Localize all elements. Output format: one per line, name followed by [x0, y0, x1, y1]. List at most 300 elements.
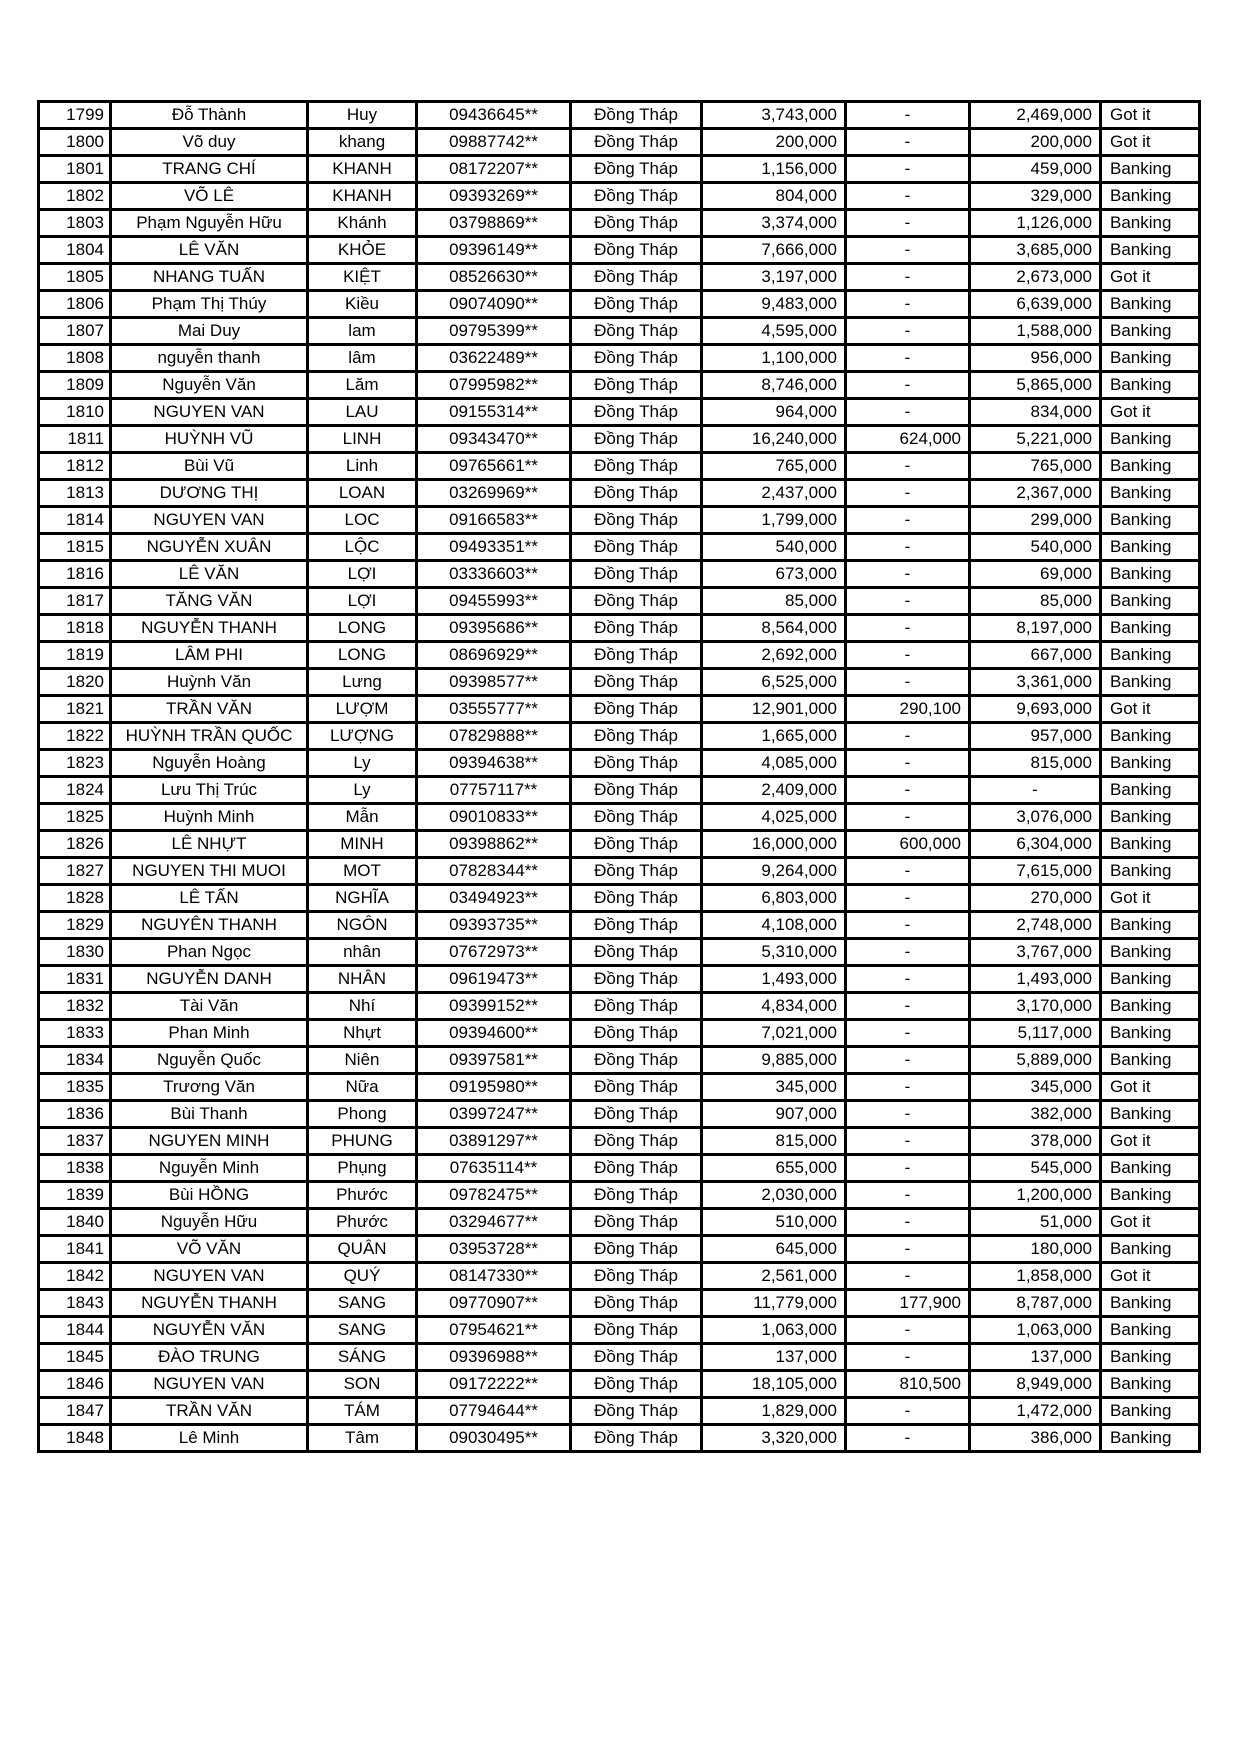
- cell-last-name: Phan Ngọc: [111, 939, 308, 966]
- cell-amount3: 2,367,000: [970, 480, 1101, 507]
- cell-amount1: 9,483,000: [702, 291, 846, 318]
- cell-first-name: Nhí: [308, 993, 417, 1020]
- cell-first-name: LONG: [308, 642, 417, 669]
- cell-first-name: KHỎE: [308, 237, 417, 264]
- cell-first-name: KIỆT: [308, 264, 417, 291]
- cell-last-name: nguyễn thanh: [111, 345, 308, 372]
- cell-status: Banking: [1101, 210, 1200, 237]
- cell-amount1: 765,000: [702, 453, 846, 480]
- cell-last-name: Phạm Thị Thúy: [111, 291, 308, 318]
- cell-amount3: 8,949,000: [970, 1371, 1101, 1398]
- table-row: [39, 1155, 1200, 1182]
- table-row: [39, 372, 1200, 399]
- cell-phone: 07757117**: [417, 777, 571, 804]
- cell-status: Banking: [1101, 453, 1200, 480]
- cell-phone: 09765661**: [417, 453, 571, 480]
- cell-id: 1816: [39, 561, 111, 588]
- table-row: [39, 129, 1200, 156]
- cell-amount1: 4,108,000: [702, 912, 846, 939]
- cell-province: Đồng Tháp: [571, 561, 702, 588]
- cell-status: Banking: [1101, 939, 1200, 966]
- cell-phone: 09619473**: [417, 966, 571, 993]
- cell-status: Got it: [1101, 399, 1200, 426]
- cell-phone: 09396988**: [417, 1344, 571, 1371]
- cell-first-name: QUÝ: [308, 1263, 417, 1290]
- cell-amount2: -: [846, 372, 970, 399]
- cell-id: 1841: [39, 1236, 111, 1263]
- cell-amount2: 600,000: [846, 831, 970, 858]
- cell-status: Banking: [1101, 1047, 1200, 1074]
- cell-last-name: NGUYEN MINH: [111, 1128, 308, 1155]
- cell-id: 1813: [39, 480, 111, 507]
- cell-first-name: TÁM: [308, 1398, 417, 1425]
- cell-amount2: 624,000: [846, 426, 970, 453]
- cell-amount1: 1,100,000: [702, 345, 846, 372]
- cell-amount1: 18,105,000: [702, 1371, 846, 1398]
- table-row: [39, 1290, 1200, 1317]
- cell-last-name: NGUYỄN THANH: [111, 615, 308, 642]
- cell-last-name: Huỳnh Minh: [111, 804, 308, 831]
- cell-amount1: 1,063,000: [702, 1317, 846, 1344]
- cell-province: Đồng Tháp: [571, 1317, 702, 1344]
- cell-id: 1806: [39, 291, 111, 318]
- cell-first-name: MOT: [308, 858, 417, 885]
- cell-phone: 08526630**: [417, 264, 571, 291]
- cell-phone: 09493351**: [417, 534, 571, 561]
- cell-amount3: 2,673,000: [970, 264, 1101, 291]
- cell-province: Đồng Tháp: [571, 1425, 702, 1452]
- cell-amount2: -: [846, 345, 970, 372]
- cell-amount3: 667,000: [970, 642, 1101, 669]
- cell-amount1: 1,829,000: [702, 1398, 846, 1425]
- cell-amount3: 8,197,000: [970, 615, 1101, 642]
- cell-amount3: 834,000: [970, 399, 1101, 426]
- table-row: [39, 318, 1200, 345]
- cell-id: 1807: [39, 318, 111, 345]
- cell-last-name: Mai Duy: [111, 318, 308, 345]
- cell-last-name: Lưu Thị Trúc: [111, 777, 308, 804]
- cell-amount3: 382,000: [970, 1101, 1101, 1128]
- cell-id: 1805: [39, 264, 111, 291]
- cell-amount2: 177,900: [846, 1290, 970, 1317]
- cell-phone: 09010833**: [417, 804, 571, 831]
- cell-first-name: LOC: [308, 507, 417, 534]
- cell-province: Đồng Tháp: [571, 399, 702, 426]
- cell-first-name: LƯỢM: [308, 696, 417, 723]
- cell-amount3: 3,767,000: [970, 939, 1101, 966]
- cell-amount3: 299,000: [970, 507, 1101, 534]
- cell-amount3: 5,889,000: [970, 1047, 1101, 1074]
- cell-last-name: LÂM PHI: [111, 642, 308, 669]
- cell-id: 1829: [39, 912, 111, 939]
- cell-id: 1842: [39, 1263, 111, 1290]
- table-row: [39, 723, 1200, 750]
- cell-amount3: 69,000: [970, 561, 1101, 588]
- cell-amount2: -: [846, 777, 970, 804]
- cell-status: Banking: [1101, 561, 1200, 588]
- cell-status: Banking: [1101, 237, 1200, 264]
- cell-first-name: Phong: [308, 1101, 417, 1128]
- cell-province: Đồng Tháp: [571, 615, 702, 642]
- cell-last-name: TĂNG VĂN: [111, 588, 308, 615]
- cell-amount3: 6,639,000: [970, 291, 1101, 318]
- cell-province: Đồng Tháp: [571, 885, 702, 912]
- cell-amount2: -: [846, 1047, 970, 1074]
- cell-first-name: Phước: [308, 1182, 417, 1209]
- cell-id: 1823: [39, 750, 111, 777]
- cell-last-name: TRẦN VĂN: [111, 1398, 308, 1425]
- table-row: [39, 183, 1200, 210]
- cell-amount3: 3,076,000: [970, 804, 1101, 831]
- cell-first-name: Linh: [308, 453, 417, 480]
- cell-amount1: 1,156,000: [702, 156, 846, 183]
- cell-amount2: -: [846, 156, 970, 183]
- cell-amount1: 85,000: [702, 588, 846, 615]
- cell-first-name: KHANH: [308, 156, 417, 183]
- cell-amount3: 7,615,000: [970, 858, 1101, 885]
- cell-first-name: Nhựt: [308, 1020, 417, 1047]
- table-row: [39, 426, 1200, 453]
- cell-id: 1836: [39, 1101, 111, 1128]
- cell-amount3: 51,000: [970, 1209, 1101, 1236]
- table-row: [39, 237, 1200, 264]
- cell-status: Banking: [1101, 966, 1200, 993]
- cell-first-name: Lăm: [308, 372, 417, 399]
- table-row: [39, 939, 1200, 966]
- cell-status: Banking: [1101, 480, 1200, 507]
- cell-last-name: Lê Minh: [111, 1425, 308, 1452]
- table-row: [39, 534, 1200, 561]
- cell-last-name: Phan Minh: [111, 1020, 308, 1047]
- table-row: [39, 750, 1200, 777]
- cell-phone: 09395686**: [417, 615, 571, 642]
- cell-first-name: LOAN: [308, 480, 417, 507]
- cell-id: 1840: [39, 1209, 111, 1236]
- cell-phone: 03622489**: [417, 345, 571, 372]
- cell-province: Đồng Tháp: [571, 939, 702, 966]
- cell-amount1: 673,000: [702, 561, 846, 588]
- cell-amount3: 956,000: [970, 345, 1101, 372]
- cell-phone: 07672973**: [417, 939, 571, 966]
- cell-amount2: -: [846, 1425, 970, 1452]
- cell-id: 1831: [39, 966, 111, 993]
- cell-amount3: 378,000: [970, 1128, 1101, 1155]
- cell-status: Banking: [1101, 831, 1200, 858]
- cell-amount1: 2,692,000: [702, 642, 846, 669]
- cell-last-name: LÊ NHỰT: [111, 831, 308, 858]
- cell-first-name: Khánh: [308, 210, 417, 237]
- cell-phone: 09155314**: [417, 399, 571, 426]
- table-row: [39, 1074, 1200, 1101]
- cell-phone: 03294677**: [417, 1209, 571, 1236]
- cell-province: Đồng Tháp: [571, 966, 702, 993]
- cell-phone: 07829888**: [417, 723, 571, 750]
- cell-phone: 09393735**: [417, 912, 571, 939]
- table-row: [39, 831, 1200, 858]
- cell-first-name: Ly: [308, 777, 417, 804]
- cell-status: Banking: [1101, 804, 1200, 831]
- cell-last-name: Nguyễn Văn: [111, 372, 308, 399]
- cell-amount1: 3,197,000: [702, 264, 846, 291]
- cell-first-name: lam: [308, 318, 417, 345]
- cell-first-name: LỘC: [308, 534, 417, 561]
- cell-amount1: 4,595,000: [702, 318, 846, 345]
- cell-province: Đồng Tháp: [571, 1128, 702, 1155]
- cell-first-name: QUÂN: [308, 1236, 417, 1263]
- cell-amount2: -: [846, 993, 970, 1020]
- table-row: [39, 264, 1200, 291]
- table-row: [39, 642, 1200, 669]
- cell-amount2: -: [846, 1101, 970, 1128]
- cell-id: 1844: [39, 1317, 111, 1344]
- cell-amount3: -: [970, 777, 1101, 804]
- cell-amount1: 964,000: [702, 399, 846, 426]
- cell-province: Đồng Tháp: [571, 507, 702, 534]
- cell-amount2: -: [846, 102, 970, 129]
- cell-amount1: 7,021,000: [702, 1020, 846, 1047]
- cell-amount3: 2,469,000: [970, 102, 1101, 129]
- cell-province: Đồng Tháp: [571, 1209, 702, 1236]
- cell-first-name: SON: [308, 1371, 417, 1398]
- cell-status: Banking: [1101, 1182, 1200, 1209]
- cell-phone: 09397581**: [417, 1047, 571, 1074]
- table-row: [39, 102, 1200, 129]
- cell-last-name: VÕ VĂN: [111, 1236, 308, 1263]
- cell-last-name: NGUYEN VAN: [111, 507, 308, 534]
- table-row: [39, 156, 1200, 183]
- cell-status: Banking: [1101, 777, 1200, 804]
- cell-amount1: 200,000: [702, 129, 846, 156]
- cell-amount2: -: [846, 1020, 970, 1047]
- cell-amount2: -: [846, 1182, 970, 1209]
- cell-province: Đồng Tháp: [571, 102, 702, 129]
- cell-status: Banking: [1101, 669, 1200, 696]
- table-row: [39, 291, 1200, 318]
- cell-amount2: -: [846, 885, 970, 912]
- cell-amount1: 1,665,000: [702, 723, 846, 750]
- cell-phone: 09399152**: [417, 993, 571, 1020]
- cell-id: 1835: [39, 1074, 111, 1101]
- cell-status: Got it: [1101, 885, 1200, 912]
- cell-first-name: SANG: [308, 1317, 417, 1344]
- cell-amount1: 137,000: [702, 1344, 846, 1371]
- cell-status: Got it: [1101, 102, 1200, 129]
- cell-last-name: LÊ VĂN: [111, 237, 308, 264]
- cell-last-name: Huỳnh Văn: [111, 669, 308, 696]
- cell-amount2: -: [846, 183, 970, 210]
- cell-amount1: 345,000: [702, 1074, 846, 1101]
- cell-id: 1838: [39, 1155, 111, 1182]
- cell-first-name: Phụng: [308, 1155, 417, 1182]
- table-row: [39, 1236, 1200, 1263]
- cell-amount1: 540,000: [702, 534, 846, 561]
- cell-status: Banking: [1101, 1155, 1200, 1182]
- cell-amount3: 5,221,000: [970, 426, 1101, 453]
- cell-amount3: 1,588,000: [970, 318, 1101, 345]
- cell-province: Đồng Tháp: [571, 669, 702, 696]
- cell-amount2: -: [846, 804, 970, 831]
- cell-status: Banking: [1101, 1344, 1200, 1371]
- cell-province: Đồng Tháp: [571, 1236, 702, 1263]
- table-row: [39, 1263, 1200, 1290]
- cell-amount1: 804,000: [702, 183, 846, 210]
- cell-amount2: -: [846, 237, 970, 264]
- cell-status: Banking: [1101, 642, 1200, 669]
- cell-province: Đồng Tháp: [571, 1074, 702, 1101]
- cell-amount3: 765,000: [970, 453, 1101, 480]
- cell-status: Banking: [1101, 156, 1200, 183]
- cell-province: Đồng Tháp: [571, 480, 702, 507]
- cell-phone: 03997247**: [417, 1101, 571, 1128]
- cell-phone: 03269969**: [417, 480, 571, 507]
- cell-phone: 07954621**: [417, 1317, 571, 1344]
- cell-status: Got it: [1101, 1128, 1200, 1155]
- cell-amount3: 5,865,000: [970, 372, 1101, 399]
- cell-first-name: MINH: [308, 831, 417, 858]
- cell-province: Đồng Tháp: [571, 723, 702, 750]
- cell-id: 1826: [39, 831, 111, 858]
- cell-province: Đồng Tháp: [571, 129, 702, 156]
- cell-amount1: 645,000: [702, 1236, 846, 1263]
- cell-last-name: Bùi Thanh: [111, 1101, 308, 1128]
- cell-last-name: Nguyễn Hoàng: [111, 750, 308, 777]
- cell-first-name: LONG: [308, 615, 417, 642]
- cell-phone: 09782475**: [417, 1182, 571, 1209]
- cell-id: 1827: [39, 858, 111, 885]
- cell-amount1: 4,085,000: [702, 750, 846, 777]
- cell-phone: 09394600**: [417, 1020, 571, 1047]
- cell-id: 1817: [39, 588, 111, 615]
- cell-phone: 09398577**: [417, 669, 571, 696]
- cell-status: Got it: [1101, 129, 1200, 156]
- cell-id: 1845: [39, 1344, 111, 1371]
- cell-amount1: 3,320,000: [702, 1425, 846, 1452]
- cell-phone: 09795399**: [417, 318, 571, 345]
- cell-province: Đồng Tháp: [571, 156, 702, 183]
- cell-province: Đồng Tháp: [571, 318, 702, 345]
- cell-id: 1839: [39, 1182, 111, 1209]
- cell-id: 1801: [39, 156, 111, 183]
- cell-id: 1848: [39, 1425, 111, 1452]
- cell-amount1: 2,437,000: [702, 480, 846, 507]
- cell-amount2: 810,500: [846, 1371, 970, 1398]
- cell-amount1: 2,561,000: [702, 1263, 846, 1290]
- cell-status: Banking: [1101, 426, 1200, 453]
- cell-amount3: 545,000: [970, 1155, 1101, 1182]
- cell-amount1: 4,025,000: [702, 804, 846, 831]
- cell-last-name: VÕ LÊ: [111, 183, 308, 210]
- cell-province: Đồng Tháp: [571, 1290, 702, 1317]
- cell-first-name: Ly: [308, 750, 417, 777]
- cell-phone: 08147330**: [417, 1263, 571, 1290]
- cell-amount3: 815,000: [970, 750, 1101, 777]
- cell-amount3: 137,000: [970, 1344, 1101, 1371]
- cell-amount1: 16,240,000: [702, 426, 846, 453]
- cell-phone: 09343470**: [417, 426, 571, 453]
- cell-id: 1812: [39, 453, 111, 480]
- cell-amount3: 329,000: [970, 183, 1101, 210]
- cell-id: 1847: [39, 1398, 111, 1425]
- table-row: [39, 912, 1200, 939]
- cell-id: 1800: [39, 129, 111, 156]
- cell-id: 1834: [39, 1047, 111, 1074]
- cell-last-name: NHANG TUẤN: [111, 264, 308, 291]
- table-row: [39, 885, 1200, 912]
- cell-first-name: Mẫn: [308, 804, 417, 831]
- cell-last-name: Bùi Vũ: [111, 453, 308, 480]
- cell-last-name: Trương Văn: [111, 1074, 308, 1101]
- cell-phone: 07635114**: [417, 1155, 571, 1182]
- cell-status: Banking: [1101, 1290, 1200, 1317]
- cell-id: 1810: [39, 399, 111, 426]
- cell-id: 1825: [39, 804, 111, 831]
- cell-last-name: Nguyễn Minh: [111, 1155, 308, 1182]
- cell-amount2: -: [846, 669, 970, 696]
- cell-amount1: 9,264,000: [702, 858, 846, 885]
- cell-phone: 08696929**: [417, 642, 571, 669]
- cell-last-name: NGUYÊN THANH: [111, 912, 308, 939]
- cell-amount2: -: [846, 1128, 970, 1155]
- cell-phone: 07995982**: [417, 372, 571, 399]
- cell-first-name: NGHĨA: [308, 885, 417, 912]
- cell-phone: 03798869**: [417, 210, 571, 237]
- cell-status: Banking: [1101, 750, 1200, 777]
- cell-phone: 07794644**: [417, 1398, 571, 1425]
- table-row: [39, 1020, 1200, 1047]
- cell-id: 1821: [39, 696, 111, 723]
- table-row: [39, 345, 1200, 372]
- cell-amount1: 9,885,000: [702, 1047, 846, 1074]
- cell-id: 1833: [39, 1020, 111, 1047]
- cell-phone: 09770907**: [417, 1290, 571, 1317]
- cell-province: Đồng Tháp: [571, 642, 702, 669]
- cell-amount1: 907,000: [702, 1101, 846, 1128]
- cell-id: 1832: [39, 993, 111, 1020]
- cell-amount2: -: [846, 291, 970, 318]
- cell-first-name: LAU: [308, 399, 417, 426]
- cell-status: Banking: [1101, 858, 1200, 885]
- cell-status: Banking: [1101, 1425, 1200, 1452]
- cell-province: Đồng Tháp: [571, 426, 702, 453]
- table-row: [39, 1128, 1200, 1155]
- cell-last-name: NGUYEN VAN: [111, 399, 308, 426]
- cell-amount2: -: [846, 1344, 970, 1371]
- cell-province: Đồng Tháp: [571, 1101, 702, 1128]
- cell-amount1: 11,779,000: [702, 1290, 846, 1317]
- cell-province: Đồng Tháp: [571, 372, 702, 399]
- cell-amount2: -: [846, 1263, 970, 1290]
- cell-amount1: 16,000,000: [702, 831, 846, 858]
- cell-first-name: nhân: [308, 939, 417, 966]
- cell-amount2: -: [846, 1074, 970, 1101]
- cell-amount2: -: [846, 723, 970, 750]
- table-row: [39, 210, 1200, 237]
- cell-province: Đồng Tháp: [571, 858, 702, 885]
- cell-id: 1820: [39, 669, 111, 696]
- cell-last-name: ĐÀO TRUNG: [111, 1344, 308, 1371]
- cell-amount2: -: [846, 1236, 970, 1263]
- cell-phone: 09393269**: [417, 183, 571, 210]
- cell-first-name: Tâm: [308, 1425, 417, 1452]
- cell-amount3: 180,000: [970, 1236, 1101, 1263]
- cell-amount1: 3,743,000: [702, 102, 846, 129]
- cell-id: 1814: [39, 507, 111, 534]
- cell-id: 1824: [39, 777, 111, 804]
- cell-amount2: -: [846, 1317, 970, 1344]
- cell-amount2: -: [846, 1155, 970, 1182]
- cell-last-name: Võ duy: [111, 129, 308, 156]
- spreadsheet-area: [37, 100, 1201, 1453]
